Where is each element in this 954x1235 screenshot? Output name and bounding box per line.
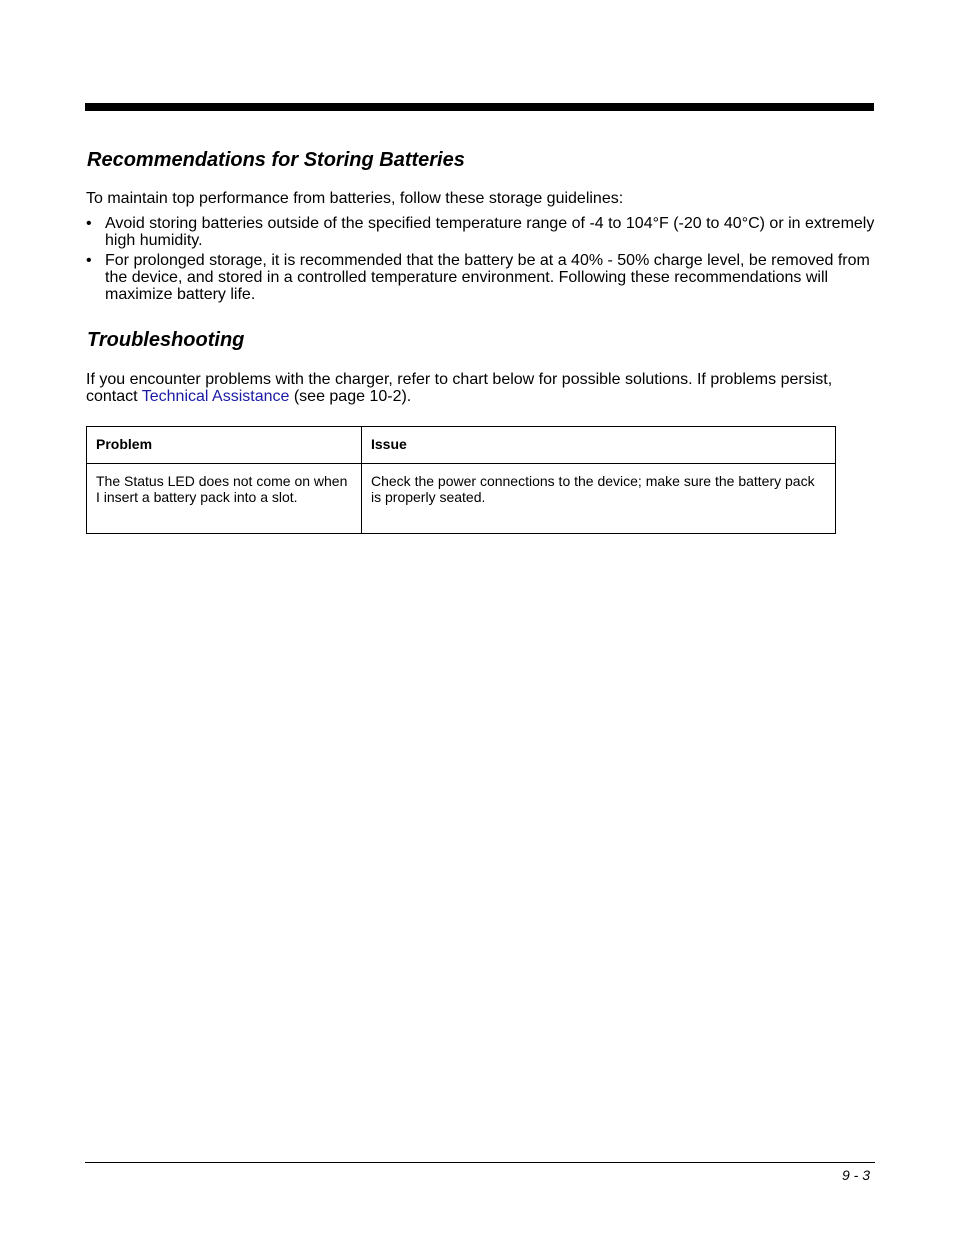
table-row [87,464,836,534]
troubleshooting-heading: Troubleshooting [87,329,245,351]
intro-text-before: If you encounter problems with the charger, refer to chart below for possible solutions. If problems persist, contact [86,371,833,405]
table-header-row [87,427,836,464]
list-item [86,215,876,249]
bullet-icon: • [86,252,92,269]
bullet-icon: • [86,215,92,232]
table-cell-problem: The Status LED does not come on when I insert a battery pack into a slot. [87,464,362,534]
storage-intro: To maintain top performance from batteries, follow these storage guidelines: [86,190,624,207]
troubleshooting-table [86,426,836,534]
list-item-text: Avoid storing batteries outside of the specified temperature range of -4 to 104°F (-20 to 40°C) or in extremely high humidity. [105,215,875,249]
troubleshooting-intro [86,371,876,405]
footer-rule [85,1162,875,1163]
technical-assistance-link[interactable]: Technical Assistance [141,388,290,405]
page-number: 9 - 3 [841,1167,870,1183]
column-header-issue: Issue [362,427,836,464]
intro-text-after: (see page 10-2). [289,388,412,405]
storage-guidelines-list [86,215,876,306]
list-item [86,252,876,303]
list-item-text: For prolonged storage, it is recommended that the battery be at a 40% - 50% charge level, be removed from the device, and stored in a controlled temperature environment. Following these recommendations will maximize battery life. [105,252,870,303]
header-rule [85,103,874,111]
storage-heading: Recommendations for Storing Batteries [87,149,465,171]
column-header-problem: Problem [87,427,362,464]
table-cell-issue: Check the power connections to the device; make sure the battery pack is properly seated. [362,464,836,534]
